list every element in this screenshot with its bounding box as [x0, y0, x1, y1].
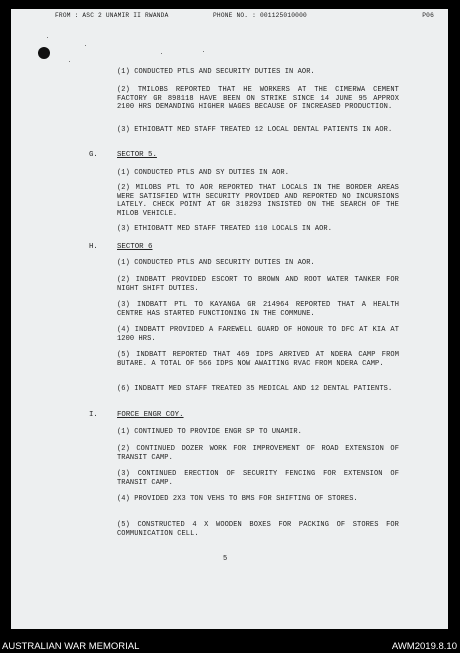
sec-f-item-2: (2) TMILOBS REPORTED THAT HE WORKERS AT THE CIMERWA CEMENT FACTORY GR 898118 HAVE BEEN ON STRIKE SINCE 14 JUNE 95 APPROX 2100 HRS DEMANDING HIGHER WAGES BECAUSE OF INCREASED PRODUCTION.	[117, 86, 399, 112]
section-h-title: SECTOR 6	[117, 243, 153, 251]
section-h-letter: H.	[89, 243, 98, 251]
fax-page-code: P06	[422, 12, 434, 19]
sec-f-item-3: (3) ETHIOBATT MED STAFF TREATED 12 LOCAL DENTAL PATIENTS IN AOR.	[117, 126, 393, 134]
sec-f-item-1: (1) CONDUCTED PTLS AND SECURITY DUTIES IN AOR.	[117, 68, 315, 76]
sec-h-item-1: (1) CONDUCTED PTLS AND SECURITY DUTIES IN AOR.	[117, 259, 315, 267]
sec-i-item-4: (4) PROVIDED 2X3 TON VEHS TO BMS FOR SHIFTING OF STORES.	[117, 495, 358, 503]
punch-hole	[38, 47, 50, 59]
sec-i-item-1: (1) CONTINUED TO PROVIDE ENGR SP TO UNAMIR.	[117, 428, 302, 436]
sec-g-item-3: (3) ETHIOBATT MED STAFF TREATED 110 LOCALS IN AOR.	[117, 225, 333, 233]
sec-g-item-2: (2) MILOBS PTL TO AOR REPORTED THAT LOCALS IN THE BORDER AREAS WERE SATISFIED WITH SECURITY PROVIDED AND REPORTED NO INCURSIONS LATELY. CHECK POINT AT GR 318293 INSISTED ON THE SEARCH OF THE MILOB VEHICLE.	[117, 184, 399, 218]
section-i-letter: I.	[89, 411, 98, 419]
sec-i-item-5: (5) CONSTRUCTED 4 X WOODEN BOXES FOR PACKING OF STORES FOR COMMUNICATION CELL.	[117, 521, 399, 538]
fax-from: FROM : ASC 2 UNAMIR II RWANDA	[55, 12, 169, 19]
sec-h-item-6: (6) INDBATT MED STAFF TREATED 35 MEDICAL AND 12 DENTAL PATIENTS.	[117, 385, 393, 393]
sec-h-item-2: (2) INDBATT PROVIDED ESCORT TO BROWN AND ROOT WATER TANKER FOR NIGHT SHIFT DUTIES.	[117, 276, 399, 293]
section-i-title: FORCE ENGR COY.	[117, 411, 184, 419]
page-number: 5	[223, 555, 228, 563]
sec-h-item-5: (5) INDBATT REPORTED THAT 469 IDPS ARRIVED AT NDERA CAMP FROM BUTARE. A TOTAL OF 566 IDPS NOW AWAITING RVAC FROM NDERA CAMP.	[117, 351, 399, 368]
footer-institution: AUSTRALIAN WAR MEMORIAL	[2, 641, 140, 652]
document-page	[11, 9, 448, 629]
fax-phone: PHONE NO. : 001125010000	[213, 12, 307, 19]
archive-footer	[0, 641, 460, 653]
section-g-letter: G.	[89, 151, 98, 159]
sec-i-item-2: (2) CONTINUED DOZER WORK FOR IMPROVEMENT OF ROAD EXTENSION OF TRANSIT CAMP.	[117, 445, 399, 462]
sec-h-item-3: (3) INDBATT PTL TO KAYANGA GR 214964 REPORTED THAT A HEALTH CENTRE HAS STARTED FUNCTIONING IN THE COMMUNE.	[117, 301, 399, 318]
fax-header	[55, 12, 434, 22]
footer-accession-number: AWM2019.8.10	[391, 641, 457, 652]
sec-h-item-4: (4) INDBATT PROVIDED A FAREWELL GUARD OF HONOUR TO DFC AT KIA AT 1200 HRS.	[117, 326, 399, 343]
section-g-title: SECTOR 5.	[117, 151, 157, 159]
sec-i-item-3: (3) CONTINUED ERECTION OF SECURITY FENCING FOR EXTENSION OF TRANSIT CAMP.	[117, 470, 399, 487]
sec-g-item-1: (1) CONDUCTED PTLS AND SY DUTIES IN AOR.	[117, 169, 290, 177]
